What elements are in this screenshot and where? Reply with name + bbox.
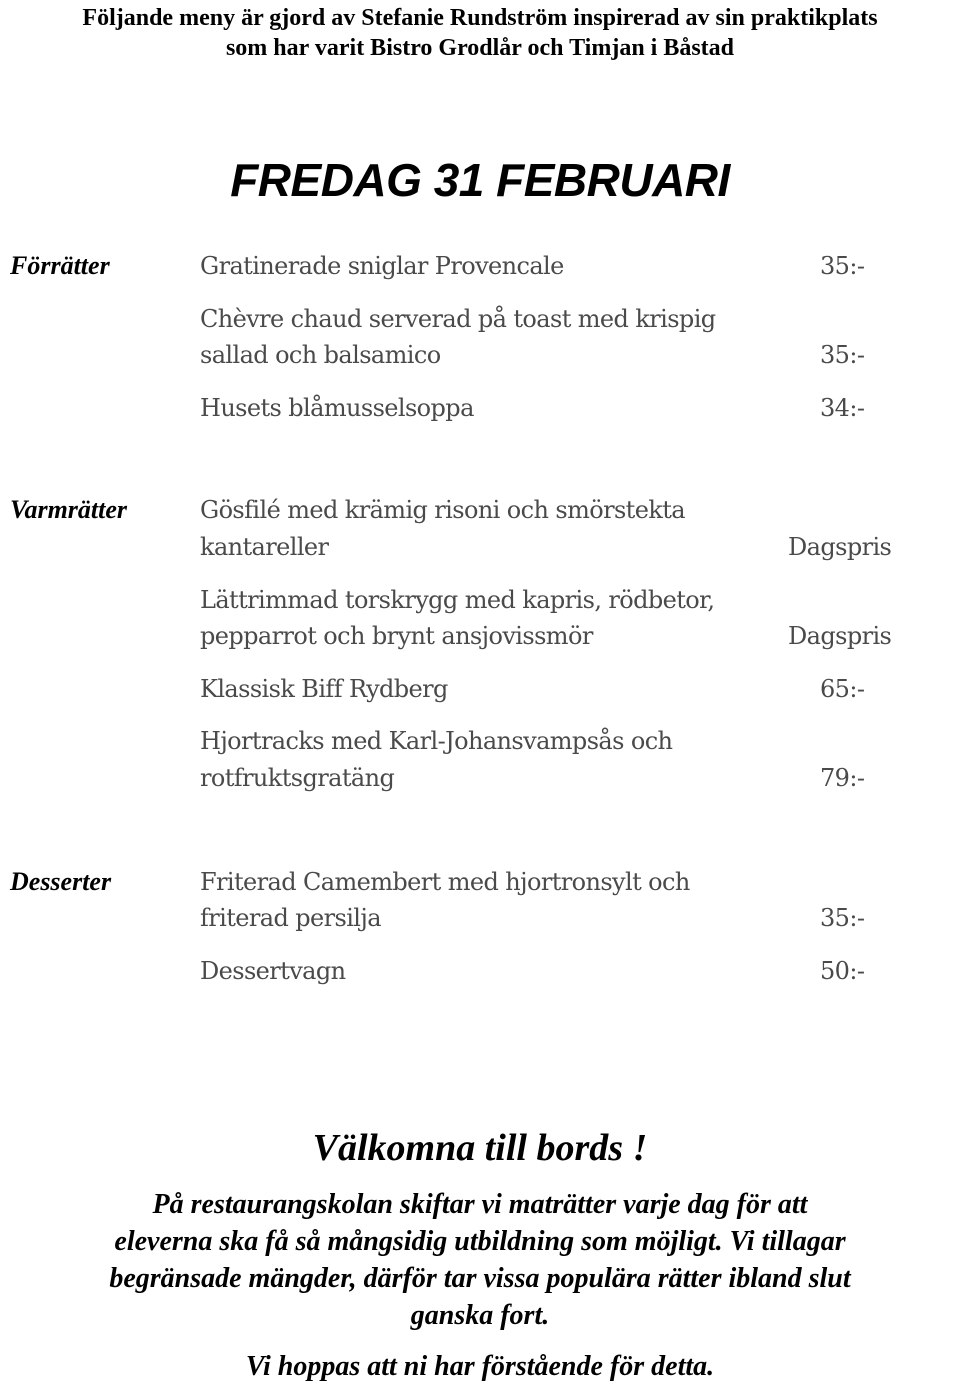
intro-line-2: som har varit Bistro Grodlår och Timjan i Båstad xyxy=(225,35,735,61)
dish-forratt-2-price: 35:- xyxy=(820,341,865,369)
dish-dessert-2-price: 50:- xyxy=(820,957,865,985)
dish-dessert-1-line-2: friterad persilja xyxy=(200,904,381,932)
category-desserter: Desserter xyxy=(10,867,112,896)
dish-forratt-2-line-1: Chèvre chaud serverad på toast med krispig xyxy=(200,305,716,333)
info-line-4: ganska fort. xyxy=(410,1300,550,1331)
dish-varmratt-4-line-2: rotfruktsgratäng xyxy=(200,764,395,792)
welcome-heading: Välkomna till bords ! xyxy=(312,1127,648,1169)
dish-dessert-1-price: 35:- xyxy=(820,904,865,932)
info-line-1: På restaurangskolan skiftar vi maträtter varje dag för att xyxy=(152,1189,808,1220)
dish-varmratt-4-price: 79:- xyxy=(820,764,865,792)
category-varmratter: Varmrätter xyxy=(10,495,128,524)
dish-forratt-3-price: 34:- xyxy=(820,394,865,422)
dish-varmratt-1-line-2: kantareller xyxy=(200,533,329,561)
dish-varmratt-2-line-1: Lättrimmad torskrygg med kapris, rödbetor, xyxy=(200,586,715,614)
dish-dessert-2-line-1: Dessertvagn xyxy=(200,957,346,985)
dish-forratt-1-line-1: Gratinerade sniglar Provencale xyxy=(200,252,564,280)
dish-forratt-1-price: 35:- xyxy=(820,252,865,280)
category-forratter: Förrätter xyxy=(10,251,110,280)
day-title: FREDAG 31 FEBRUARI xyxy=(230,154,730,206)
dish-varmratt-2-line-2: pepparrot och brynt ansjovissmör xyxy=(200,622,593,650)
dish-forratt-3-line-1: Husets blåmusselsoppa xyxy=(200,394,474,422)
dish-varmratt-2-price: Dagspris xyxy=(788,622,892,650)
intro-line-1: Följande meny är gjord av Stefanie Rundström inspirerad av sin praktikplats xyxy=(82,5,878,31)
info-line-5: Vi hoppas att ni har förstående för detta. xyxy=(245,1351,715,1382)
dish-varmratt-3-line-1: Klassisk Biff Rydberg xyxy=(200,675,448,703)
dish-varmratt-4-line-1: Hjortracks med Karl-Johansvampsås och xyxy=(200,727,673,755)
info-line-2: eleverna ska få så mångsidig utbildning som möjligt. Vi tillagar xyxy=(114,1226,846,1257)
info-line-3: begränsade mängder, därför tar vissa populära rätter ibland slut xyxy=(109,1263,851,1294)
dish-varmratt-1-price: Dagspris xyxy=(788,533,892,561)
dish-forratt-2-line-2: sallad och balsamico xyxy=(200,341,441,369)
dish-dessert-1-line-1: Friterad Camembert med hjortronsylt och xyxy=(200,868,690,896)
menu-intro xyxy=(0,0,960,63)
dish-varmratt-1-line-1: Gösfilé med krämig risoni och smörstekta xyxy=(200,496,686,524)
dish-varmratt-3-price: 65:- xyxy=(820,675,865,703)
